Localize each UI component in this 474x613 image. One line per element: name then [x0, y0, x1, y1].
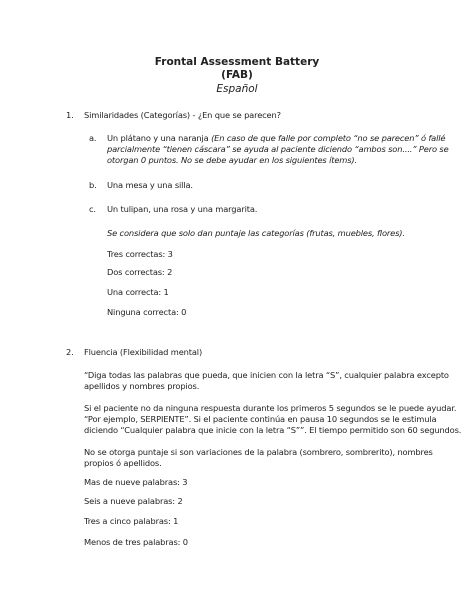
section-2-score-1: Tres a cinco palabras: 1 — [84, 516, 179, 526]
section-1-score-3: Tres correctas: 3 — [107, 249, 173, 259]
section-2-score-0: Menos de tres palabras: 0 — [84, 537, 188, 547]
item-a-text — [107, 133, 445, 144]
section-2-instruction-line-2: apellidos y nombres propios. — [84, 381, 200, 391]
section-2-instruction-line-1: “Diga todas las palabras que pueda, que inicien con la letra “S”, cualquier palabra excepto — [84, 370, 449, 380]
item-a-note-line-1: (En caso de que falle por completo “no se parecen” ó fallé — [211, 133, 446, 143]
item-a-label: Un plátano y una naranja — [107, 133, 212, 143]
document-title: Frontal Assessment Battery — [154, 56, 320, 68]
section-2-help-line-1: Si el paciente no da ninguna respuesta durante los primeros 5 segundos se le puede ayudar. — [84, 403, 457, 413]
section-2-help-line-3: diciendo “Cualquier palabra que inicie con la letra “S””. El tiempo permitido son 60 segundos. — [84, 425, 462, 435]
item-a-note-line-3: otorgan 0 puntos. No se debe ayudar en los siguientes ítems). — [107, 155, 357, 165]
section-1-heading: Similaridades (Categorías) - ¿En que se parecen? — [84, 110, 281, 120]
section-2-help-line-2: “Por ejemplo, SERPIENTE”. Si el paciente continúa en pausa 10 segundos se le estimula — [84, 414, 437, 424]
document-language: Español — [216, 83, 258, 95]
section-2-heading: Fluencia (Flexibilidad mental) — [84, 347, 203, 357]
section-1-number: 1. — [66, 110, 74, 120]
section-1-scoring-note: Se considera que solo dan puntaje las categorías (frutas, muebles, flores). — [107, 228, 405, 238]
item-a-letter: a. — [89, 133, 97, 143]
section-2-score-3: Mas de nueve palabras: 3 — [84, 477, 188, 487]
item-a-note-line-2: parcialmente “tienen cáscara” se ayuda al paciente diciendo “ambos son....” Pero se — [107, 144, 449, 154]
document-abbreviation: (FAB) — [221, 69, 253, 81]
section-1-score-0: Ninguna correcta: 0 — [107, 307, 187, 317]
section-1-score-1: Una correcta: 1 — [107, 287, 169, 297]
item-b-letter: b. — [89, 180, 97, 190]
section-2-note-line-2: propios ó apellidos. — [84, 458, 162, 468]
section-2-number: 2. — [66, 347, 74, 357]
section-1-score-2: Dos correctas: 2 — [107, 267, 173, 277]
item-c-text: Un tulipan, una rosa y una margarita. — [107, 204, 258, 214]
section-2-score-2: Seis a nueve palabras: 2 — [84, 496, 183, 506]
item-c-letter: c. — [89, 204, 96, 214]
item-b-text: Una mesa y una silla. — [107, 180, 193, 190]
section-2-note-line-1: No se otorga puntaje si son variaciones de la palabra (sombrero, sombrerito), nombres — [84, 447, 433, 457]
